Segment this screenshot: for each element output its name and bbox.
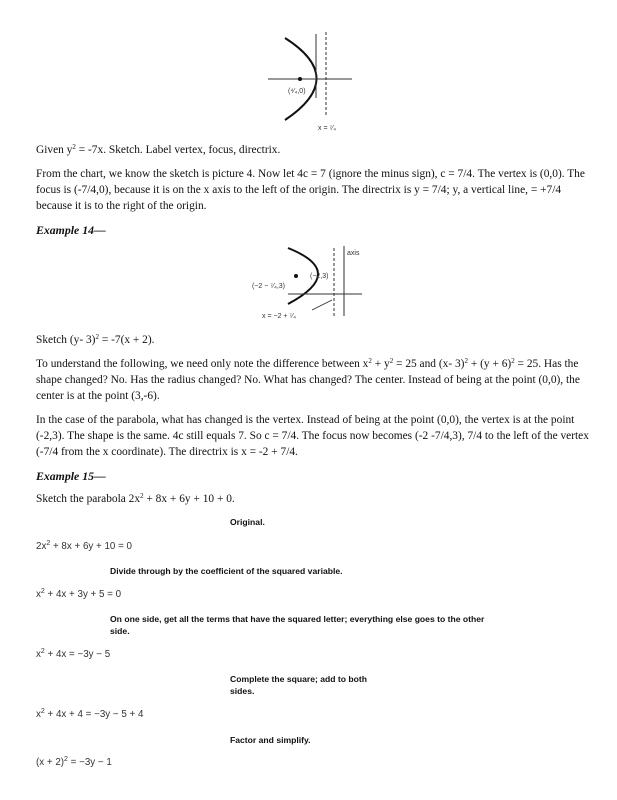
vertex-shift-paragraph: In the case of the parabola, what has changed is the vertex. Instead of being at the point (0,0), the vertex is at the point (-2,3). The shape is the same. 4c still equals 7. So c = 7/4. The focus now becomes (-2 -7/4,3), 7/4 to the left of the vertex (-7/4 from the x coordinate). The directrix is x = -2 + 7/4. bbox=[36, 414, 589, 458]
explanation-paragraph: From the chart, we know the sketch is picture 4. Now let 4c = 7 (ignore the minus sign), c = 7/4. The vertex is (0,0). The focus is (-7/4,0), because it is on the x axis to the left of the origin. The directrix is y = 7/4; y, a vertical line, = +7/4 because it is to the right of the origin. bbox=[36, 168, 585, 212]
step-equation: $x^2 + 4x + 4 = -3y - 5 + 4$ bbox=[36, 708, 144, 720]
focus-point bbox=[298, 77, 302, 81]
directrix-pointer bbox=[312, 300, 332, 310]
directrix-label: x = ⁷⁄₄ bbox=[318, 125, 337, 132]
circle-comparison-paragraph: To understand the following, we need only note the difference between $x^2 + y^2 = 25$ and (x- $3)^2 + (y + 6)^2 = 25$. Has the shape changed? No. Has the radius changed? No. What has changed? The center. Instead of being at the point (0,0), the center is at the point (3,-6). bbox=[36, 357, 580, 402]
step-note: Divide through by the coefficient of the squared variable. bbox=[110, 566, 343, 576]
parabola-figure-1 bbox=[260, 28, 380, 136]
step-note: Original. bbox=[230, 517, 265, 527]
step-note: Complete the square; add to both sides. bbox=[230, 674, 368, 696]
vertex-label: (⁴⁄₄,0) bbox=[288, 88, 306, 95]
step-equation: $x^2 + 4x + 3y + 5 = 0$ bbox=[36, 588, 122, 600]
step-note: On one side, get all the terms that have the squared letter; everything else goes to the other side. bbox=[110, 614, 485, 636]
example-15-intro: Sketch the parabola $2x^2 + 8x + 6y + 10 + 0$. bbox=[36, 492, 235, 505]
given-statement: Given $y^2 = -7x$. Sketch. Label vertex, focus, directrix. bbox=[36, 143, 281, 156]
focus-point bbox=[294, 274, 298, 278]
step-equation: $x^2 + 4x = -3y - 5$ bbox=[36, 648, 111, 660]
axis-label: axis bbox=[347, 250, 360, 257]
parabola-figure-2 bbox=[250, 244, 370, 322]
step-note: Factor and simplify. bbox=[230, 735, 311, 745]
step-equation: $2x^2 + 8x + 6y + 10 = 0$ bbox=[36, 540, 132, 552]
focus-label: (−2 − ⁷⁄₄,3) bbox=[252, 283, 286, 290]
example-14-heading: Example 14— bbox=[36, 223, 106, 237]
directrix-label: x = −2 + ⁷⁄₄ bbox=[262, 313, 296, 320]
example-15-heading: Example 15— bbox=[36, 469, 106, 483]
sketch-statement: Sketch (y- 3)$^2$ = -7(x + 2). bbox=[36, 333, 155, 346]
step-equation: $(x + 2)^2 = -3y - 1$ bbox=[36, 756, 112, 768]
vertex-label: (−2,3) bbox=[310, 273, 329, 280]
